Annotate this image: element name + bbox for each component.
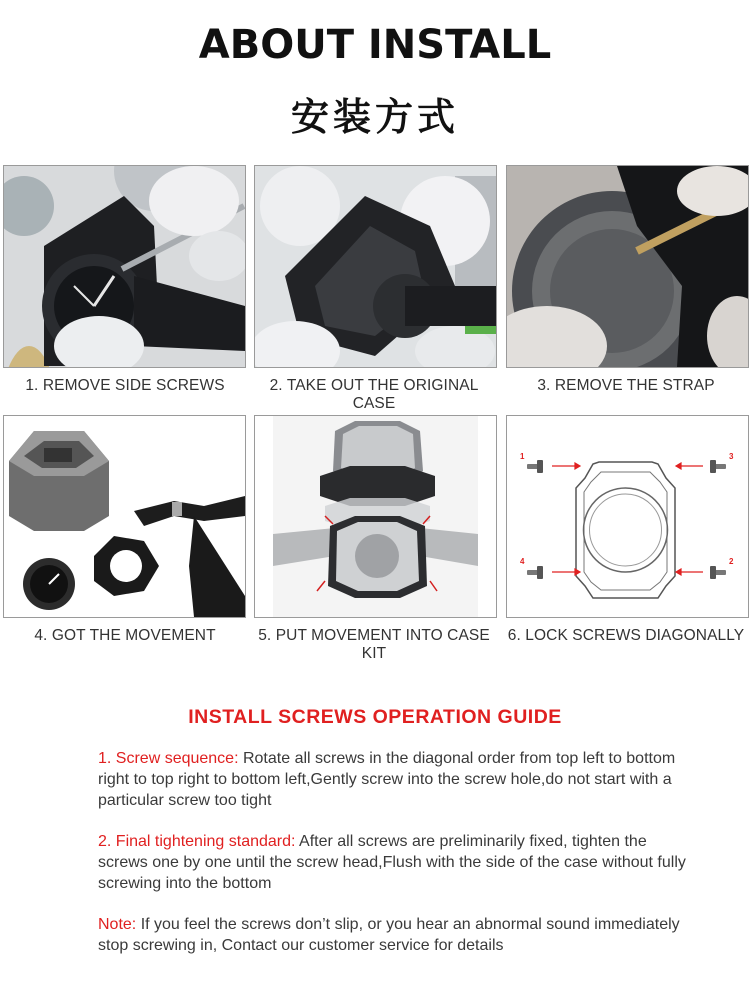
- step-6-caption: 6. LOCK SCREWS DIAGONALLY: [507, 627, 745, 644]
- take-out-case-photo: [254, 165, 497, 368]
- remove-side-screws-photo: [3, 165, 246, 368]
- step-5-caption: 5. PUT MOVEMENT INTO CASE KIT: [258, 627, 490, 662]
- guide-title: INSTALL SCREWS OPERATION GUIDE: [188, 706, 562, 728]
- screw-number-1: 1: [520, 452, 525, 461]
- step-3-caption: 3. REMOVE THE STRAP: [537, 377, 715, 394]
- screw-diagram: [506, 415, 749, 618]
- step-2-caption: 2. TAKE OUT THE ORIGINAL CASE: [269, 377, 479, 412]
- guide-item-text: After all screws are preliminarily fixed, tighten the screws one by one until the screw head,Flush with the side of the case without fully screwing into the bottom: [98, 833, 686, 892]
- guide-item-note: [98, 914, 698, 956]
- movement-photo: [3, 415, 246, 618]
- page-title: ABOUT INSTALL: [198, 22, 552, 68]
- remove-strap-photo: [506, 165, 749, 368]
- guide-item-label: 1. Screw sequence:: [98, 750, 239, 767]
- case-kit-exploded-photo: [254, 415, 497, 618]
- step-4-caption: 4. GOT THE MOVEMENT: [34, 627, 216, 644]
- screw-number-4: 4: [520, 557, 525, 566]
- screw-number-3: 3: [729, 452, 734, 461]
- guide-item-screw-sequence: [98, 748, 698, 811]
- guide-item-label: Note:: [98, 916, 137, 933]
- page-subtitle: 安装方式: [290, 95, 459, 139]
- guide-item-text: If you feel the screws don’t slip, or you hear an abnormal sound immediately stop screwing in, Contact our customer service for details: [98, 916, 680, 954]
- screw-number-2: 2: [729, 557, 734, 566]
- guide-item-text: Rotate all screws in the diagonal order from top left to bottom right to top right to bottom left,Gently screw into the screw hole,do not start with a particular screw too tight: [98, 750, 676, 809]
- step-1-caption: 1. REMOVE SIDE SCREWS: [25, 377, 225, 394]
- guide-item-label: 2. Final tightening standard:: [98, 833, 296, 850]
- guide-item-final-tightening: [98, 831, 698, 894]
